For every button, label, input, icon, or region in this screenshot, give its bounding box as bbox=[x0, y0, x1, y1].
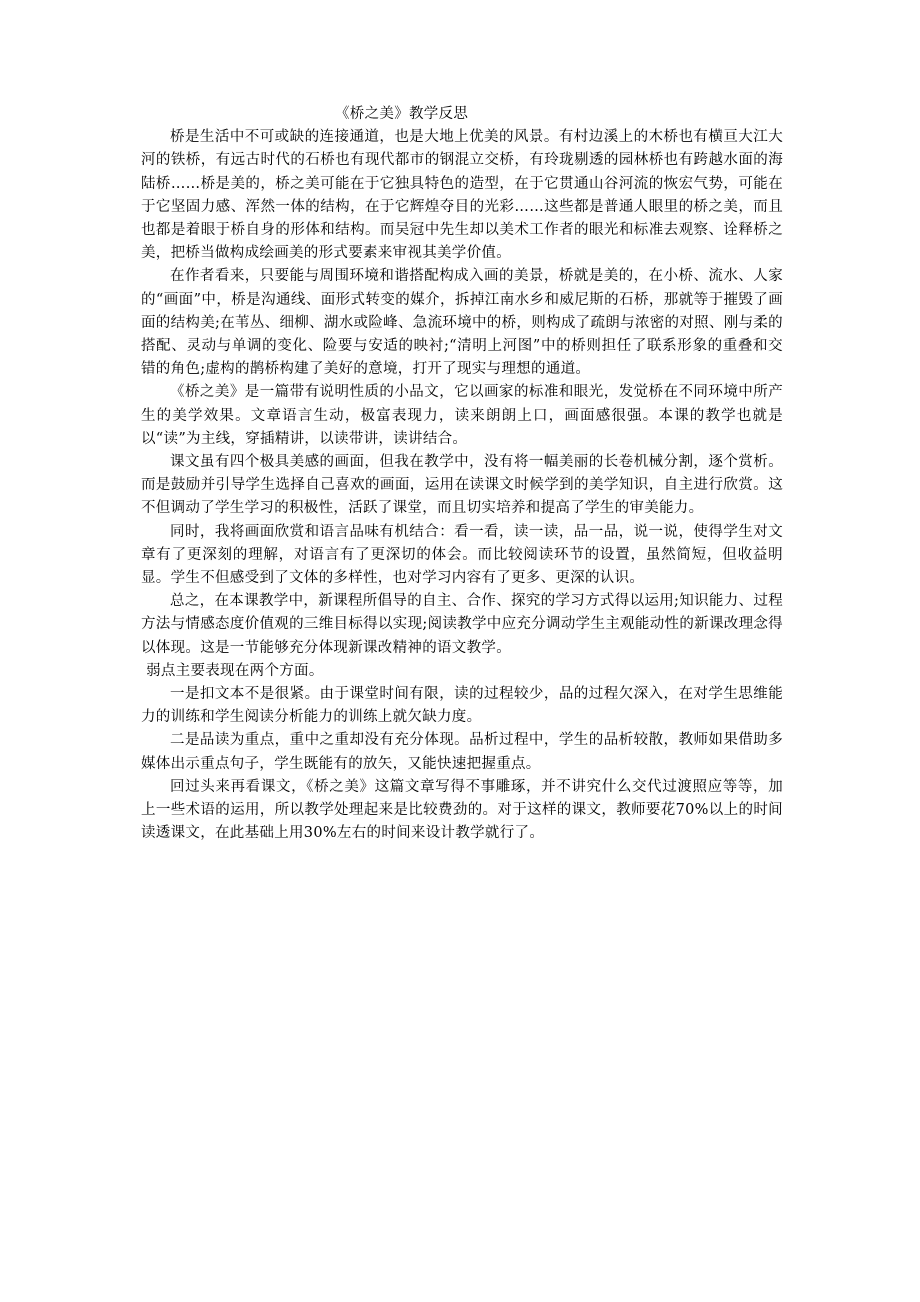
document-body bbox=[141, 103, 783, 846]
paragraph-author-view: 在作者看来，只要能与周围环境和谐搭配构成入画的美景，桥就是美的，在小桥、流水、人家的“画面”中，桥是沟通线、面形式转变的媒介，拆掉江南水乡和威尼斯的石桥，那就等于摧毁了画面的结构美;在苇丛、细柳、湖水或险峰、急流环境中的桥，则构成了疏朗与浓密的对照、刚与柔的搭配、灵动与单调的变化、险要与安适的映衬;“清明上河图”中的桥则担任了联系形象的重叠和交错的角色;虚构的鹊桥构建了美好的意境，打开了现实与理想的通道。 bbox=[141, 268, 783, 378]
paragraph-appreciation: 课文虽有四个极具美感的画面，但我在教学中，没有将一幅美丽的长卷机械分割，逐个赏析。而是鼓励并引导学生选择自己喜欢的画面，运用在读课文时候学到的美学知识，自主进行欣赏。这不但调动了学生学习的积极性，活跃了课堂，而且切实培养和提高了学生的审美能力。 bbox=[141, 454, 783, 517]
paragraph-text-nature: 《桥之美》是一篇带有说明性质的小品文，它以画家的标准和眼光，发觉桥在不同环境中所产生的美学效果。文章语言生动，极富表现力，读来朗朗上口，画面感很强。本课的教学也就是以“读”为主线，穿插精讲，以读带讲，读讲结合。 bbox=[141, 384, 783, 447]
paragraph-summary: 总之，在本课教学中，新课程所倡导的自主、合作、探究的学习方式得以运用;知识能力、过程方法与情感态度价值观的三维目标得以实现;阅读教学中应充分调动学生主观能动性的新课改理念得以体现。这是一节能够充分体现新课改精神的语文教学。 bbox=[141, 593, 783, 656]
paragraph-weakness-two: 二是品读为重点，重中之重却没有充分体现。品析过程中，学生的品析较散，教师如果借助多媒体出示重点句子，学生既能有的放矢，又能快速把握重点。 bbox=[141, 732, 783, 772]
paragraph-language: 同时，我将画面欣赏和语言品味有机结合：看一看，读一读，品一品，说一说，使得学生对文章有了更深刻的理解，对语言有了更深切的体会。而比较阅读环节的设置，虽然简短，但收益明显。学生不但感受到了文体的多样性，也对学习内容有了更多、更深的认识。 bbox=[141, 523, 783, 587]
paragraph-intro: 桥是生活中不可或缺的连接通道，也是大地上优美的风景。有村边溪上的木桥也有横亘大江大河的铁桥，有远古时代的石桥也有现代都市的钢混立交桥，有玲珑剔透的园林桥也有跨越水面的海陆桥……桥是美的，桥之美可能在于它独具特色的造型，在于它贯通山谷河流的恢宏气势，可能在于它坚固力感、浑然一体的结构，在于它辉煌夺目的光彩……这些都是普通人眼里的桥之美，而且也都是着眼于桥自身的形体和结构。而吴冠中先生却以美术工作者的眼光和标准去观察、诠释桥之美，把桥当做构成绘画美的形式要素来审视其美学价值。 bbox=[141, 129, 783, 262]
paragraph-weakness-heading: 弱点主要表现在两个方面。 bbox=[146, 662, 324, 679]
paragraph-weakness-one: 一是扣文本不是很紧。由于课堂时间有限，读的过程较少，品的过程欠深入，在对学生思维能力的训练和学生阅读分析能力的训练上就欠缺力度。 bbox=[141, 686, 783, 726]
document-title: 《桥之美》教学反思 bbox=[335, 106, 469, 122]
paragraph-conclusion: 回过头来再看课文，《桥之美》这篇文章写得不事雕琢，并不讲究什么交代过渡照应等等，加上一些术语的运用，所以教学处理起来是比较费劲的。对于这样的课文，教师要花70%以上的时间读透课文，在此基础上用30%左右的时间来设计教学就行了。 bbox=[141, 778, 783, 842]
